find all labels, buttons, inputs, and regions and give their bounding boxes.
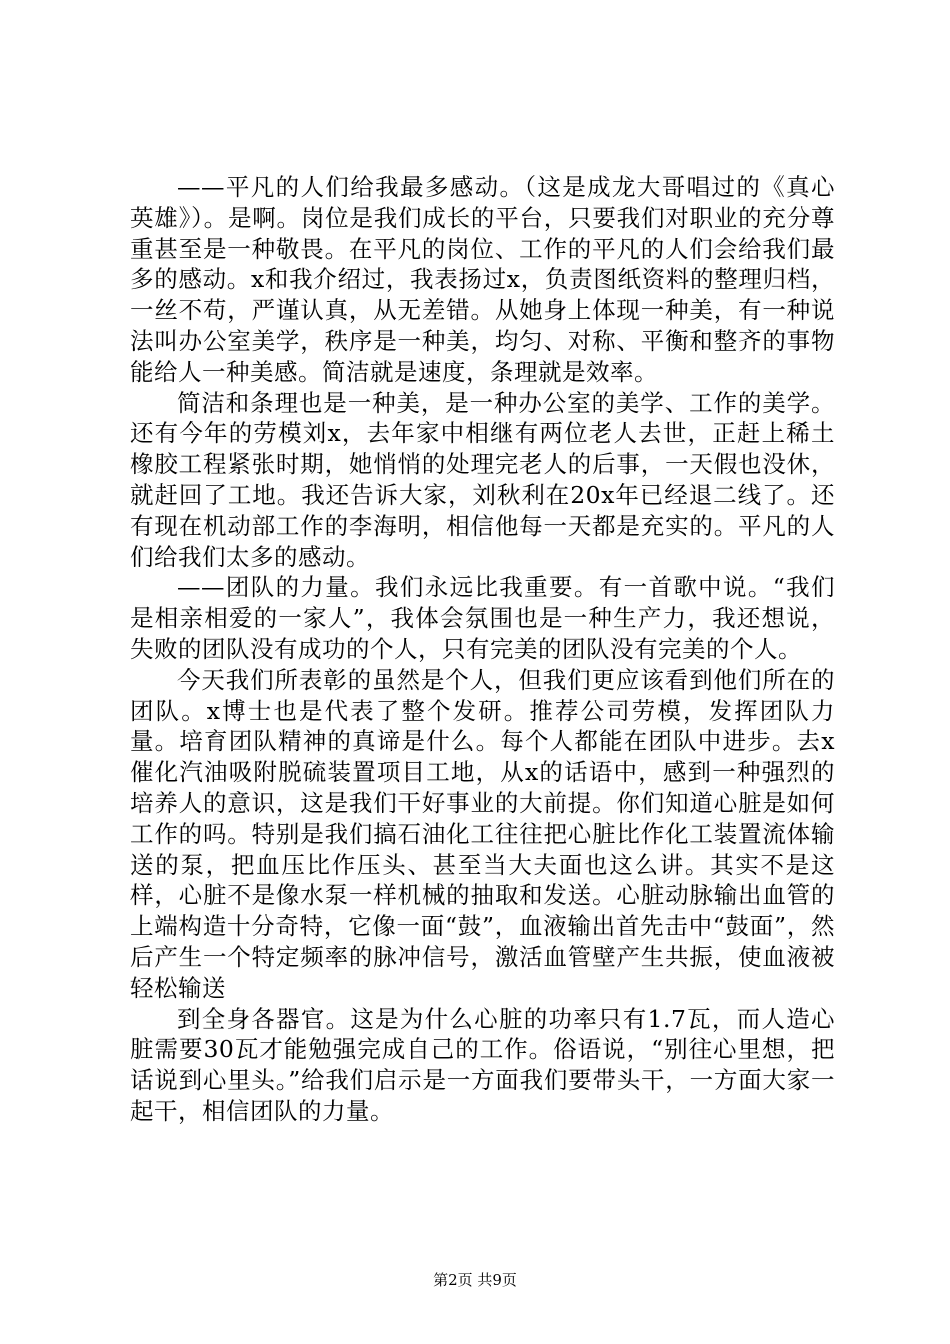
page-number-footer: 第2页 共9页 [433, 1271, 517, 1289]
paragraph-5: 到全身各器官。这是为什么心脏的功率只有1.7瓦，而人造心脏需要30瓦才能勉强完成自己的工作。俗语说，“别往心里想，把话说到心里头。”给我们启示是一方面我们要带头干，一方面大家一起干，相信团队的力量。 [130, 1004, 835, 1125]
paragraph-2: 简洁和条理也是一种美，是一种办公室的美学、工作的美学。还有今年的劳模刘x，去年家中相继有两位老人去世，正赶上稀土橡胶工程紧张时期，她悄悄的处理完老人的后事，一天假也没休，就赶回了工地。我还告诉大家，刘秋利在20x年已经退二线了。还有现在机动部工作的李海明，相信他每一天都是充实的。平凡的人们给我们太多的感动。 [130, 388, 835, 571]
document-body [130, 172, 835, 1127]
paragraph-1: ——平凡的人们给我最多感动。（这是成龙大哥唱过的《真心英雄》）。是啊。岗位是我们成长的平台，只要我们对职业的充分尊重甚至是一种敬畏。在平凡的岗位、工作的平凡的人们会给我们最多的感动。x和我介绍过，我表扬过x，负责图纸资料的整理归档，一丝不苟，严谨认真，从无差错。从她身上体现一种美，有一种说法叫办公室美学，秩序是一种美，均匀、对称、平衡和整齐的事物能给人一种美感。简洁就是速度，条理就是效率。 [130, 173, 835, 386]
paragraph-3: ——团队的力量。我们永远比我重要。有一首歌中说。“我们是相亲相爱的一家人”，我体会氛围也是一种生产力，我还想说，失败的团队没有成功的个人，只有完美的团队没有完美的个人。 [130, 573, 835, 663]
paragraph-4: 今天我们所表彰的虽然是个人，但我们更应该看到他们所在的团队。x博士也是代表了整个发研。推荐公司劳模，发挥团队力量。培育团队精神的真谛是什么。每个人都能在团队中进步。去x催化汽油吸附脱硫装置项目工地，从x的话语中，感到一种强烈的培养人的意识，这是我们干好事业的大前提。你们知道心脏是如何工作的吗。特别是我们搞石油化工往往把心脏比作化工装置流体输送的泵，把血压比作压头、甚至当大夫面也这么讲。其实不是这样，心脏不是像水泵一样机械的抽取和发送。心脏动脉输出血管的上端构造十分奇特，它像一面“鼓”，血液输出首先击中“鼓面”，然后产生一个特定频率的脉冲信号，激活血管壁产生共振，使血液被轻松输送 [130, 665, 835, 1002]
